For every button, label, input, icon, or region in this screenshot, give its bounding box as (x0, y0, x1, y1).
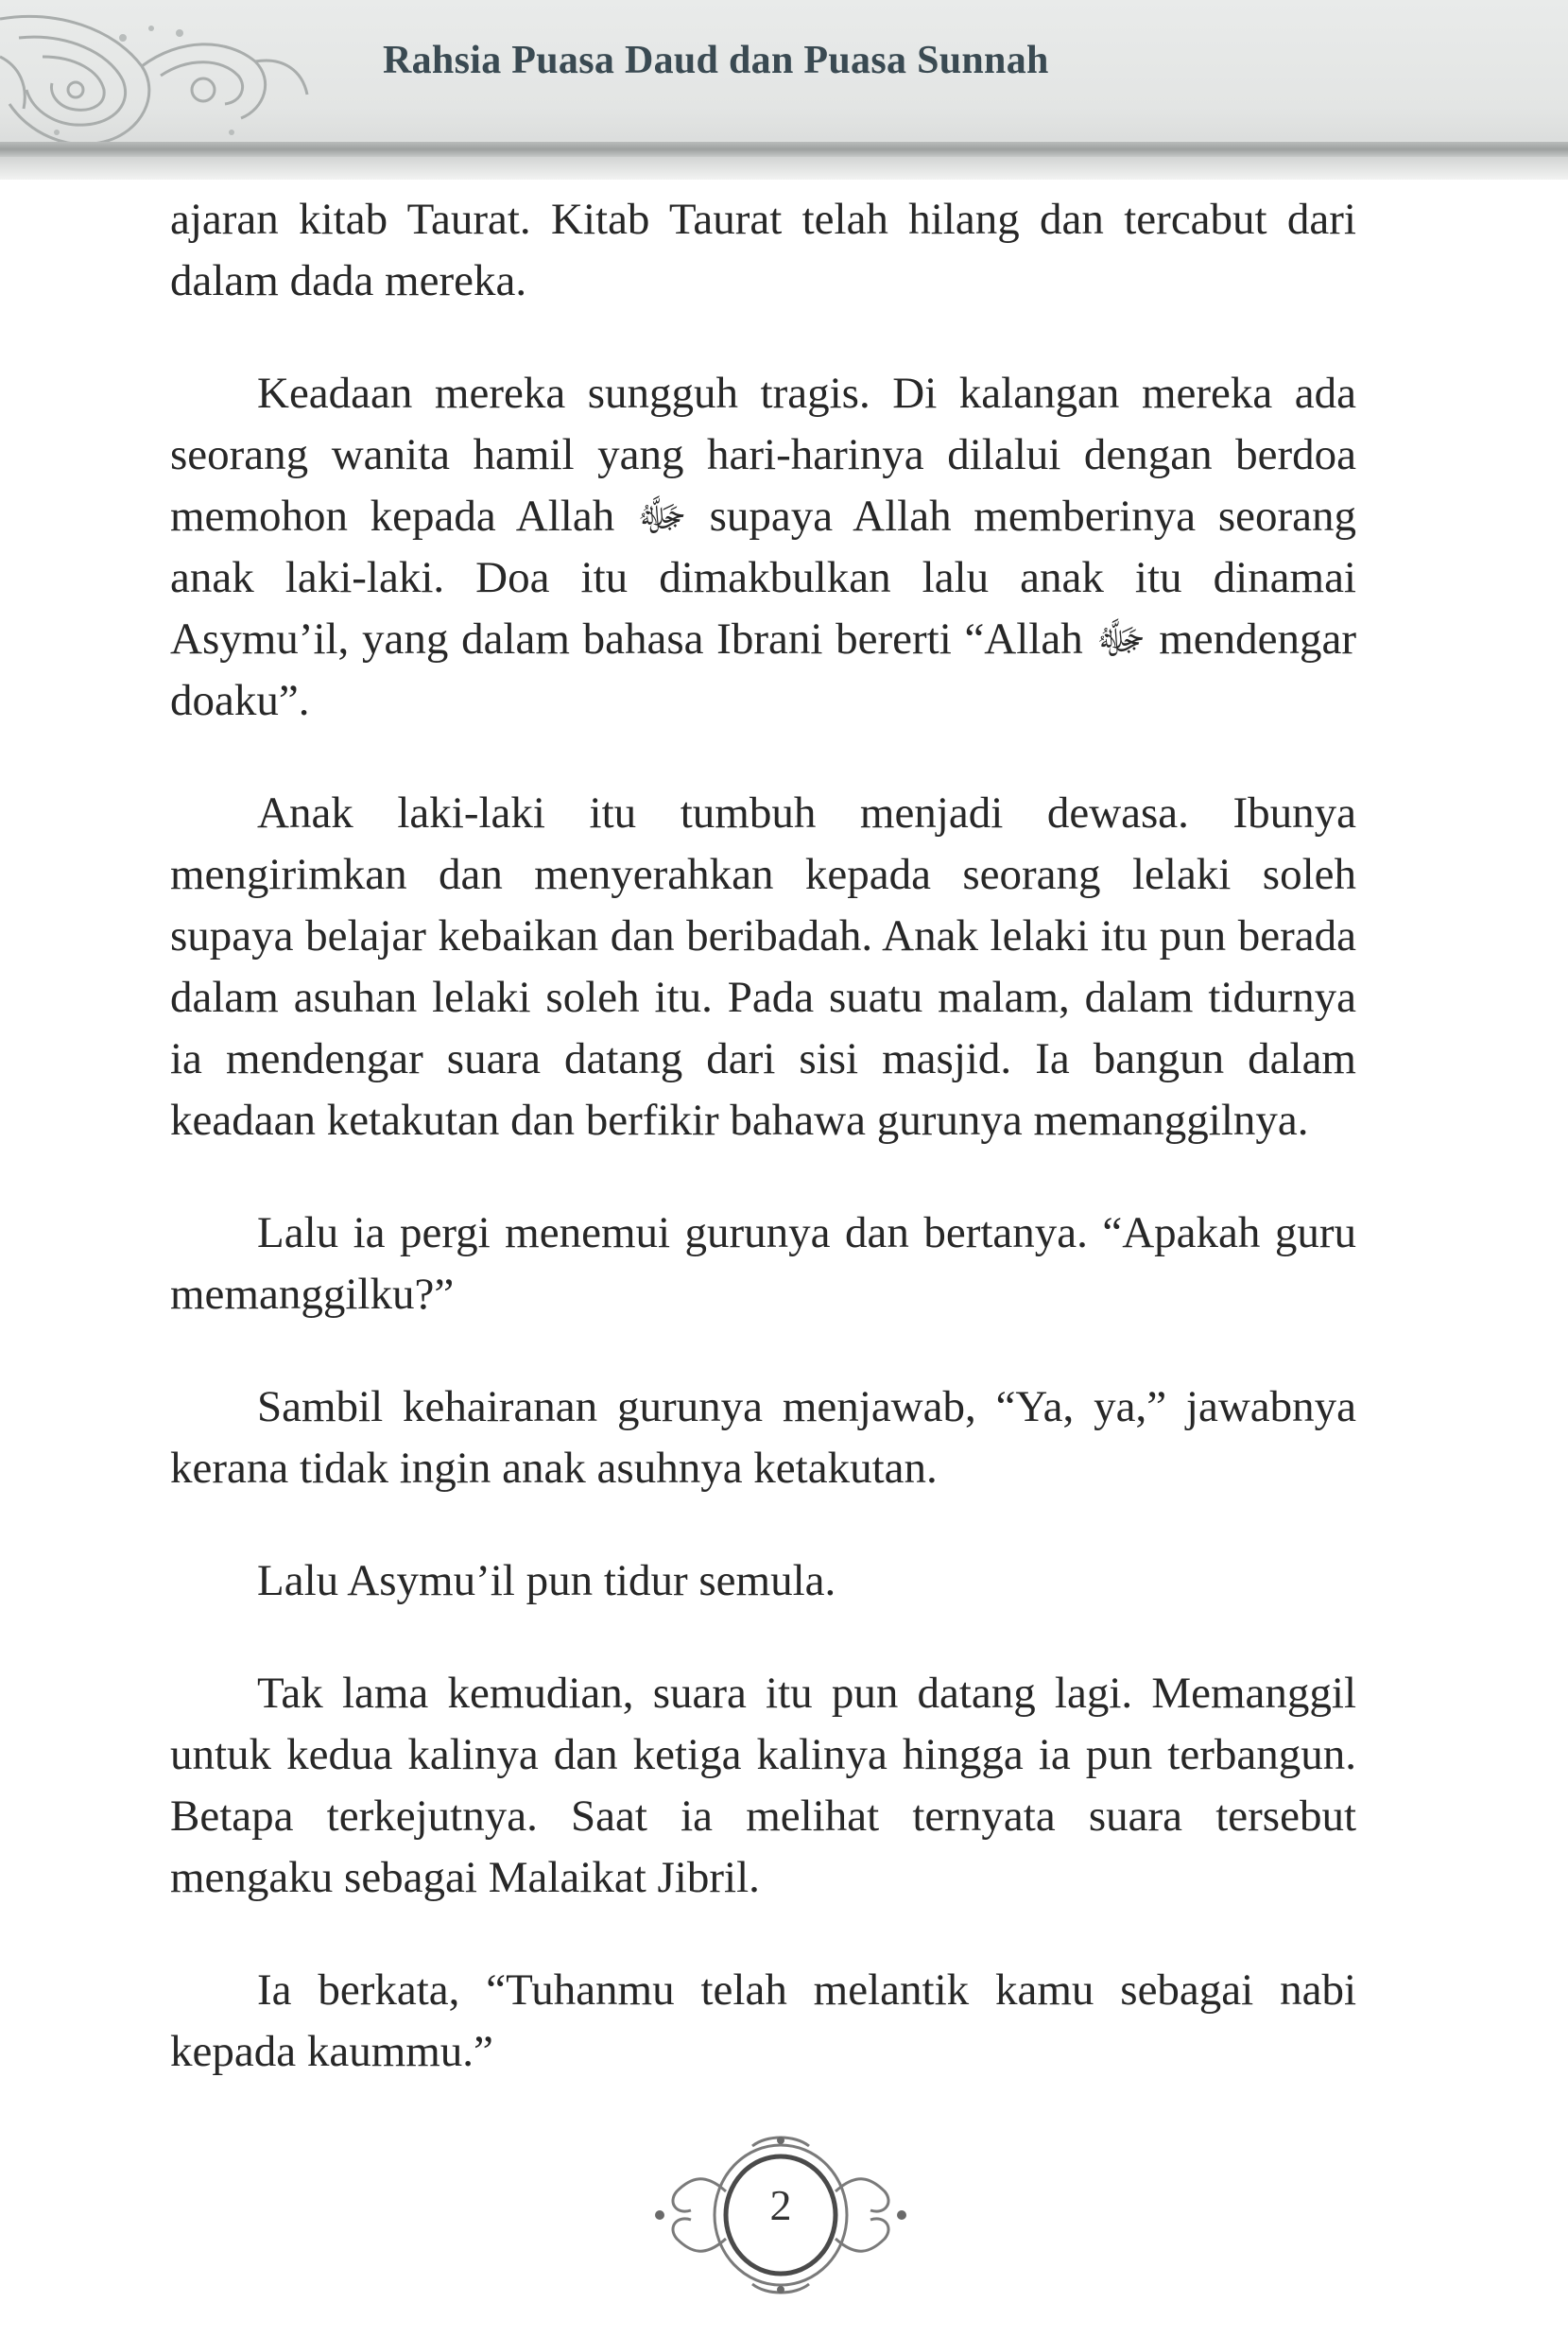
paragraph: Keadaan mereka sungguh tragis. Di kalangan mereka ada seorang wanita hamil yang hari-harinya dilalui dengan berdoa memohon kepada Allah ﷻ supaya Allah memberinya seorang anak laki-laki. Doa itu dimakbulkan lalu anak itu dinamai Asymu’il, yang dalam bahasa Ibrani bererti “Allah ﷻ mendengar doaku”. (170, 369, 1356, 725)
paragraph: Tak lama kemudian, suara itu pun datang lagi. Memanggil untuk kedua kalinya dan ketiga kalinya hingga ia pun terbangun. Betapa terkejutnya. Saat ia melihat ternyata suara tersebut mengaku sebagai Malaikat Jibril. (170, 1669, 1356, 1902)
paisley-ornament-icon (0, 0, 312, 161)
running-header-title: Rahsia Puasa Daud dan Puasa Sunnah (383, 39, 1049, 82)
paragraph: Lalu Asymu’il pun tidur semula. (257, 1556, 836, 1605)
paragraph: Sambil kehairanan gurunya menjawab, “Ya, ya,” jawabnya kerana tidak ingin anak asuhnya ketakutan. (170, 1382, 1356, 1493)
paragraph: ajaran kitab Taurat. Kitab Taurat telah hilang dan tercabut dari dalam dada mereka. (170, 195, 1356, 305)
paragraph: Lalu ia pergi menemui gurunya dan bertanya. “Apakah guru memanggilku?” (170, 1208, 1356, 1319)
body-text (170, 189, 1356, 2134)
paragraph: Anak laki-laki itu tumbuh menjadi dewasa. Ibunya mengirimkan dan menyerahkan kepada seorang lelaki soleh supaya belajar kebaikan dan beribadah. Anak lelaki itu pun berada dalam asuhan lelaki soleh itu. Pada suatu malam, dalam tidurnya ia mendengar suara datang dari sisi masjid. Ia bangun dalam keadaan ketakutan dan berfikir bahawa gurunya memanggilnya. (170, 788, 1356, 1145)
page-number: 2 (769, 2181, 792, 2229)
header-rule (0, 142, 1568, 157)
paragraph: Ia berkata, “Tuhanmu telah melantik kamu sebagai nabi kepada kaummu.” (170, 1965, 1356, 2076)
header-rule-shadow (0, 157, 1568, 180)
page-header (0, 0, 1568, 180)
